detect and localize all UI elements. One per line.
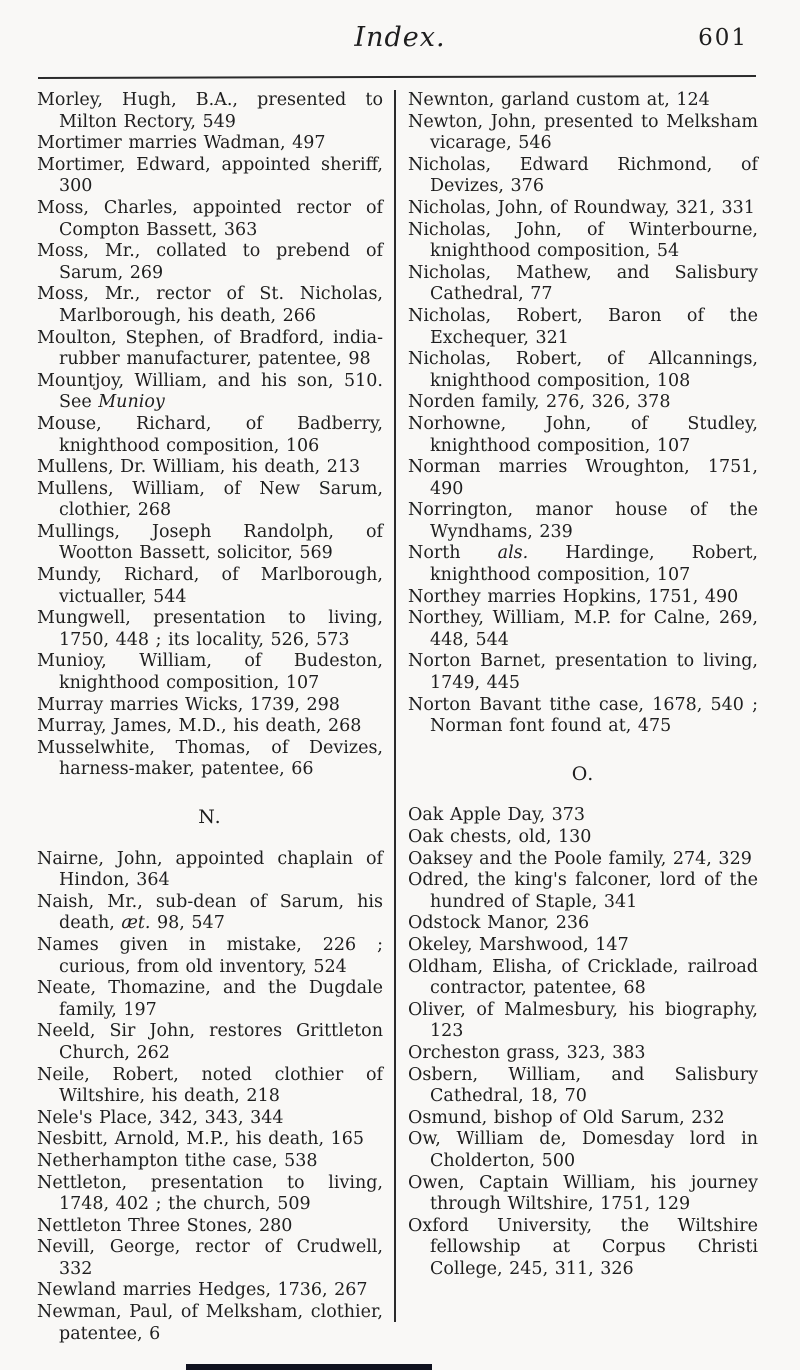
index-entry: Norton Barnet, presentation to living, 1749, 445 — [408, 651, 758, 694]
index-entry: Naish, Mr., sub-dean of Sarum, his death, æt. 98, 547 — [37, 891, 383, 934]
index-entry: Murray marries Wicks, 1739, 298 — [37, 694, 340, 715]
index-entry: Murray, James, M.D., his death, 268 — [37, 716, 362, 737]
page-number: 601 — [698, 25, 748, 51]
index-entry: Odstock Manor, 236 — [408, 913, 590, 934]
index-entry: Names given in mistake, 226 ; curious, from old inventory, 524 — [37, 934, 383, 977]
index-entry: Osmund, bishop of Old Sarum, 232 — [408, 1107, 725, 1128]
index-entry: Newton, John, presented to Melksham vicarage, 546 — [408, 111, 758, 154]
index-entry: Mouse, Richard, of Badberry, knighthood composition, 106 — [37, 413, 383, 456]
index-entry: Munioy, William, of Budeston, knighthood composition, 107 — [37, 651, 383, 694]
index-entry: Neile, Robert, noted clothier of Wiltshire, his death, 218 — [37, 1064, 383, 1107]
index-column-left — [37, 90, 383, 1345]
index-entry: Nevill, George, rector of Crudwell, 332 — [37, 1237, 383, 1279]
scan-artifact-bar — [186, 1364, 432, 1370]
index-entry: Northey marries Hopkins, 1751, 490 — [408, 586, 739, 607]
page-title: Index. — [354, 22, 446, 53]
index-entry: Newman, Paul, of Melksham, clothier, patentee, 6 — [37, 1302, 383, 1344]
index-entry: Northey, William, M.P. for Calne, 269, 448, 544 — [408, 608, 758, 650]
index-entry: Oak chests, old, 130 — [408, 827, 592, 847]
index-column-right — [408, 90, 758, 1280]
index-entry: Netherhampton tithe case, 538 — [37, 1150, 318, 1171]
index-entry: Orcheston grass, 323, 383 — [408, 1042, 646, 1063]
index-entry: Norhowne, John, of Studley, knighthood composition, 107 — [408, 413, 758, 456]
index-entry: Nettleton Three Stones, 280 — [37, 1215, 293, 1236]
index-entry: Nicholas, Mathew, and Salisbury Cathedral, 77 — [408, 262, 758, 305]
index-entry: Oak Apple Day, 373 — [408, 805, 586, 826]
index-entry: Norton Bavant tithe case, 1678, 540 ; Norman font found at, 475 — [408, 694, 758, 737]
index-entry: Nettleton, presentation to living, 1748, 402 ; the church, 509 — [37, 1172, 383, 1215]
index-entry: Mungwell, presentation to living, 1750, 448 ; its locality, 526, 573 — [37, 608, 383, 650]
column-divider — [394, 90, 396, 1322]
index-entry: Nicholas, Robert, Baron of the Exchequer, 321 — [408, 305, 758, 348]
index-entry: Mortimer marries Wadman, 497 — [37, 133, 326, 154]
index-entry: Odred, the king's falconer, lord of the hundred of Staple, 341 — [408, 870, 758, 912]
index-entry: Musselwhite, Thomas, of Devizes, harness-maker, patentee, 66 — [37, 737, 383, 780]
index-entry: North als. Hardinge, Robert, knighthood composition, 107 — [408, 543, 758, 586]
index-entry: Moss, Mr., rector of St. Nicholas, Marlborough, his death, 266 — [37, 284, 383, 326]
index-entry: Oaksey and the Poole family, 274, 329 — [408, 848, 752, 869]
index-entry: Moss, Charles, appointed rector of Compton Bassett, 363 — [37, 197, 383, 240]
index-entry: Newland marries Hedges, 1736, 267 — [37, 1280, 368, 1301]
index-entry: Mortimer, Edward, appointed sheriff, 300 — [37, 154, 383, 197]
index-entry: Nicholas, John, of Winterbourne, knighthood composition, 54 — [408, 219, 758, 262]
index-entry: Mountjoy, William, and his son, 510. See Munioy — [37, 370, 383, 413]
section-heading: O. — [571, 762, 595, 785]
section-heading: N. — [198, 806, 222, 828]
index-entry: Owen, Captain William, his journey through Wiltshire, 1751, 129 — [408, 1172, 758, 1215]
index-entry: Neeld, Sir John, restores Grittleton Church, 262 — [37, 1021, 383, 1063]
index-entry: Norrington, manor house of the Wyndhams, 239 — [408, 500, 758, 542]
index-entry: Mullens, William, of New Sarum, clothier, 268 — [37, 478, 383, 521]
index-entry: Morley, Hugh, B.A., presented to Milton Rectory, 549 — [37, 90, 383, 132]
index-entry: Mullings, Joseph Randolph, of Wootton Bassett, solicitor, 569 — [37, 521, 383, 564]
index-entry: Newnton, garland custom at, 124 — [408, 90, 710, 110]
index-entry: Nele's Place, 342, 343, 344 — [37, 1107, 284, 1128]
index-entry: Moss, Mr., collated to prebend of Sarum, 269 — [37, 241, 383, 283]
index-entry: Neate, Thomazine, and the Dugdale family, 197 — [37, 978, 383, 1020]
index-entry: Mundy, Richard, of Marlborough, victualler, 544 — [37, 565, 383, 607]
index-entry: Nicholas, Edward Richmond, of Devizes, 376 — [408, 154, 758, 197]
index-entry: Oliver, of Malmesbury, his biography, 123 — [408, 999, 758, 1042]
index-entry: Nicholas, John, of Roundway, 321, 331 — [408, 197, 755, 218]
header-rule — [38, 75, 756, 79]
index-entry: Oxford University, the Wiltshire fellowship at Corpus Christi College, 245, 311, 326 — [408, 1215, 758, 1279]
index-entry: Osbern, William, and Salisbury Cathedral, 18, 70 — [408, 1064, 758, 1107]
index-entry: Ow, William de, Domesday lord in Cholderton, 500 — [408, 1129, 758, 1171]
index-entry: Nairne, John, appointed chaplain of Hindon, 364 — [37, 848, 383, 891]
index-entry: Okeley, Marshwood, 147 — [408, 934, 629, 955]
page-header — [0, 22, 800, 62]
index-entry: Mullens, Dr. William, his death, 213 — [37, 457, 361, 478]
index-entry: Nicholas, Robert, of Allcannings, knighthood composition, 108 — [408, 349, 758, 391]
index-entry: Norman marries Wroughton, 1751, 490 — [408, 457, 758, 499]
index-entry: Moulton, Stephen, of Bradford, india-rubber manufacturer, patentee, 98 — [37, 327, 383, 370]
index-entry: Nesbitt, Arnold, M.P., his death, 165 — [37, 1129, 365, 1150]
index-entry: Oldham, Elisha, of Cricklade, railroad contractor, patentee, 68 — [408, 956, 758, 999]
index-entry: Norden family, 276, 326, 378 — [408, 392, 671, 413]
